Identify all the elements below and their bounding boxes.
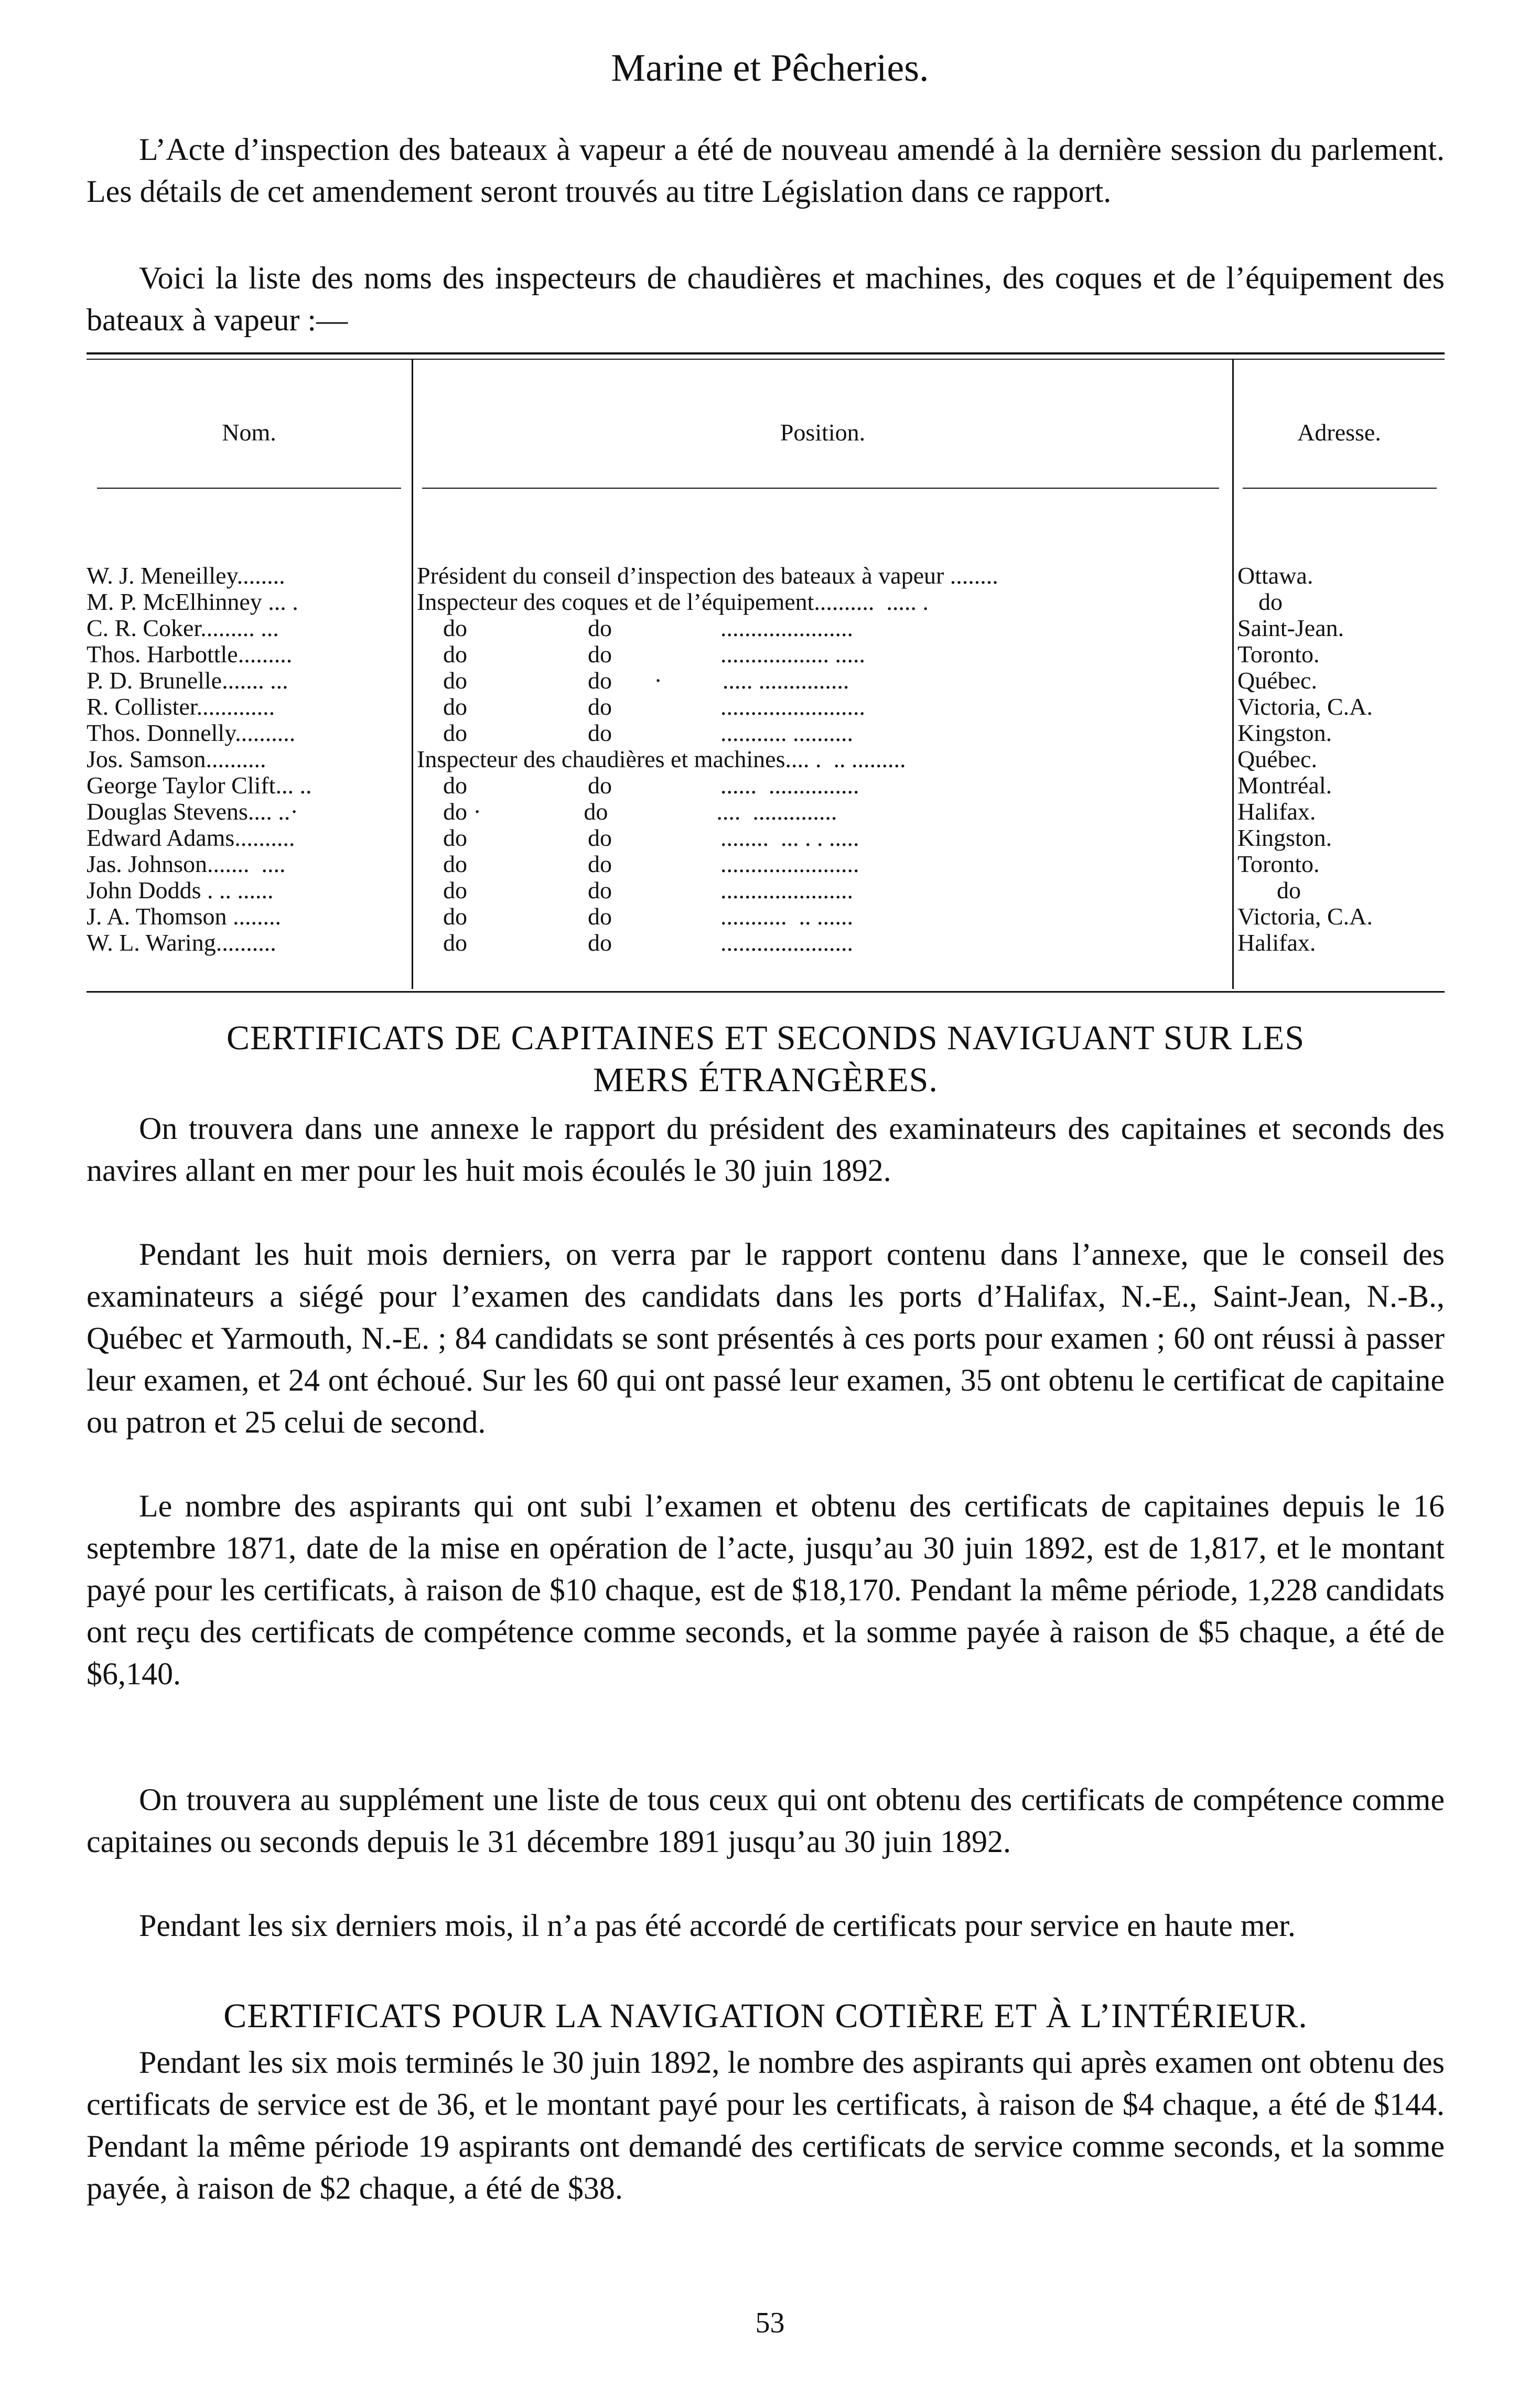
table-row-name: M. P. McElhinney ... . bbox=[87, 588, 298, 615]
table-top-rule bbox=[87, 352, 1445, 354]
table-row-position: do do ...................... bbox=[443, 615, 853, 641]
table-row-name: George Taylor Clift... .. bbox=[87, 772, 312, 799]
column-header-address: Adresse. bbox=[1297, 419, 1381, 446]
section1-paragraph-2 bbox=[87, 1233, 1445, 1443]
section1-paragraph-1-text: On trouvera dans une annexe le rapport du président des examinateurs des capitaines et seconds des navires allant en mer pour les huit mois écoulés le 30 juin 1892. bbox=[87, 1111, 1445, 1188]
table-row-name: C. R. Coker......... ... bbox=[87, 615, 279, 641]
table-row-address: Toronto. bbox=[1237, 641, 1320, 668]
table-row-position: do · do .... .............. bbox=[443, 798, 837, 825]
table-row-address: do bbox=[1258, 588, 1283, 615]
table-row-address: Kingston. bbox=[1237, 824, 1332, 851]
table-row-position: do do ...... ............... bbox=[443, 772, 859, 799]
table-row-position: do do · ..... ............... bbox=[443, 667, 849, 694]
table-row-position: do do ........... .. ...... bbox=[443, 903, 853, 930]
section1-paragraph-1 bbox=[87, 1107, 1445, 1191]
section-heading-coastal: CERTIFICATS POUR LA NAVIGATION COTIÈRE ET À L’INTÉRIEUR. bbox=[223, 1997, 1308, 2035]
table-row-name: John Dodds . .. ...... bbox=[87, 877, 274, 903]
intro-paragraph-1-text: L’Acte d’inspection des bateaux à vapeur a été de nouveau amendé à la dernière session du parlement. Les détails de cet amendement seront trouvés au titre Législation dans ce rapport. bbox=[87, 132, 1445, 209]
table-row-position: do do ........ ... . . ..... bbox=[443, 824, 859, 851]
column-separator-1 bbox=[412, 360, 413, 989]
table-row-name: W. J. Meneilley........ bbox=[87, 562, 285, 589]
section1-paragraph-2-text: Pendant les huit mois derniers, on verra par le rapport contenu dans l’annexe, que le conseil des examinateurs a siégé pour l’examen des candidats dans les ports d’Halifax, N.-E., Saint-Jean, N.-B., Québec et Yarmouth, N.-E. ; 84 candidats se sont présentés à ces ports pour examen ; 60 ont réussi à passer leur examen, et 24 ont échoué. Sur les 60 qui ont passé leur examen, 35 ont obtenu le certificat de capitaine ou patron et 25 celui de second. bbox=[87, 1237, 1445, 1439]
header-underline-position bbox=[422, 488, 1219, 489]
section1-paragraph-5 bbox=[87, 1904, 1445, 1946]
header-underline-name bbox=[97, 488, 401, 489]
table-row-position: Inspecteur des coques et de l’équipement.......... ..... . bbox=[417, 588, 929, 615]
table-row-name: Edward Adams.......... bbox=[87, 824, 295, 851]
table-row-address: Toronto. bbox=[1237, 851, 1320, 877]
table-row-address: Montréal. bbox=[1237, 772, 1332, 799]
section1-paragraph-3 bbox=[87, 1485, 1445, 1695]
table-row-position: do do .................. ..... bbox=[443, 641, 865, 668]
column-separator-2 bbox=[1232, 360, 1234, 989]
column-header-name: Nom. bbox=[222, 419, 276, 446]
table-row-position: do do ....................... bbox=[443, 851, 859, 877]
table-row-position: do do ........................ bbox=[443, 693, 865, 720]
table-row-address: do bbox=[1277, 877, 1301, 903]
table-row-name: W. L. Waring.......... bbox=[87, 929, 276, 956]
table-row-address: Québec. bbox=[1237, 667, 1317, 694]
intro-paragraph-2-text: Voici la liste des noms des inspecteurs de chaudières et machines, des coques et de l’équipement des bateaux à vapeur :— bbox=[87, 261, 1445, 337]
table-row-address: Victoria, C.A. bbox=[1237, 903, 1373, 930]
header-underline-address bbox=[1243, 488, 1437, 489]
table-row-address: Halifax. bbox=[1237, 929, 1316, 956]
table-row-name: Douglas Stevens.... ..· bbox=[87, 798, 298, 825]
section1-paragraph-3-text: Le nombre des aspirants qui ont subi l’examen et obtenu des certificats de capitaines depuis le 16 septembre 1871, date de la mise en opération de l’acte, jusqu’au 30 juin 1892, est de 1,817, et le montant payé pour les certificats, à raison de $10 chaque, est de $18,170. Pendant la même période, 1,228 candidats ont reçu des certificats de compétence comme seconds, et la somme payée à raison de $5 chaque, a été de $6,140. bbox=[87, 1489, 1445, 1691]
table-row-position: do do ...................... bbox=[443, 877, 853, 903]
table-row-address: Victoria, C.A. bbox=[1237, 693, 1373, 720]
section1-paragraph-4-text: On trouvera au supplément une liste de tous ceux qui ont obtenu des certificats de compétence comme capitaines ou seconds depuis le 31 décembre 1891 jusqu’au 30 juin 1892. bbox=[87, 1782, 1445, 1859]
table-row-address: Ottawa. bbox=[1237, 562, 1313, 589]
table-row-address: Kingston. bbox=[1237, 719, 1332, 746]
table-row-position: do do ........... .......... bbox=[443, 719, 853, 746]
section2-paragraph-1-text: Pendant les six mois terminés le 30 juin 1892, le nombre des aspirants qui après examen ont obtenu des certificats de service est de 36, et le montant payé pour les certificats, à raison de $4 chaque, a été de $144. Pendant la même période 19 aspirants ont demandé des certificats de service comme seconds, et la somme payée, à raison de $2 chaque, a été de $38. bbox=[87, 2045, 1445, 2205]
section1-paragraph-5-text: Pendant les six derniers mois, il n’a pas été accordé de certificats pour service en haute mer. bbox=[139, 1908, 1296, 1943]
inspectors-table bbox=[87, 352, 1445, 995]
table-row-position: Inspecteur des chaudières et machines.... . .. ......... bbox=[417, 746, 906, 772]
table-row-address: Halifax. bbox=[1237, 798, 1316, 825]
table-row-name: P. D. Brunelle....... ... bbox=[87, 667, 288, 694]
table-row-address: Québec. bbox=[1237, 746, 1317, 772]
table-row-position: Président du conseil d’inspection des bateaux à vapeur ........ bbox=[417, 562, 998, 589]
table-row-address: Saint-Jean. bbox=[1237, 615, 1344, 641]
section1-paragraph-4 bbox=[87, 1779, 1445, 1863]
table-bottom-rule bbox=[87, 991, 1445, 993]
section-heading-line-1: CERTIFICATS DE CAPITAINES ET SECONDS NAVIGUANT SUR LES bbox=[226, 1019, 1305, 1057]
column-header-position: Position. bbox=[780, 419, 866, 446]
table-row-name: Jas. Johnson....... .... bbox=[87, 851, 286, 877]
table-row-name: Jos. Samson.......... bbox=[87, 746, 266, 772]
section2-paragraph-1 bbox=[87, 2041, 1445, 2209]
running-head: Marine et Pêcheries. bbox=[611, 47, 929, 90]
intro-paragraph-2 bbox=[87, 257, 1445, 341]
intro-paragraph-1 bbox=[87, 128, 1445, 212]
table-row-position: do do ...................... bbox=[443, 929, 853, 956]
table-row-name: J. A. Thomson ........ bbox=[87, 903, 282, 930]
table-top-rule-thin bbox=[87, 359, 1445, 360]
table-row-name: Thos. Donnelly.......... bbox=[87, 719, 296, 746]
section-heading-foreign-seas bbox=[87, 1017, 1445, 1101]
table-row-name: Thos. Harbottle......... bbox=[87, 641, 293, 668]
section-heading-line-2: MERS ÉTRANGÈRES. bbox=[593, 1061, 938, 1099]
page-number: 53 bbox=[755, 2307, 785, 2339]
table-row-name: R. Collister............. bbox=[87, 693, 275, 720]
